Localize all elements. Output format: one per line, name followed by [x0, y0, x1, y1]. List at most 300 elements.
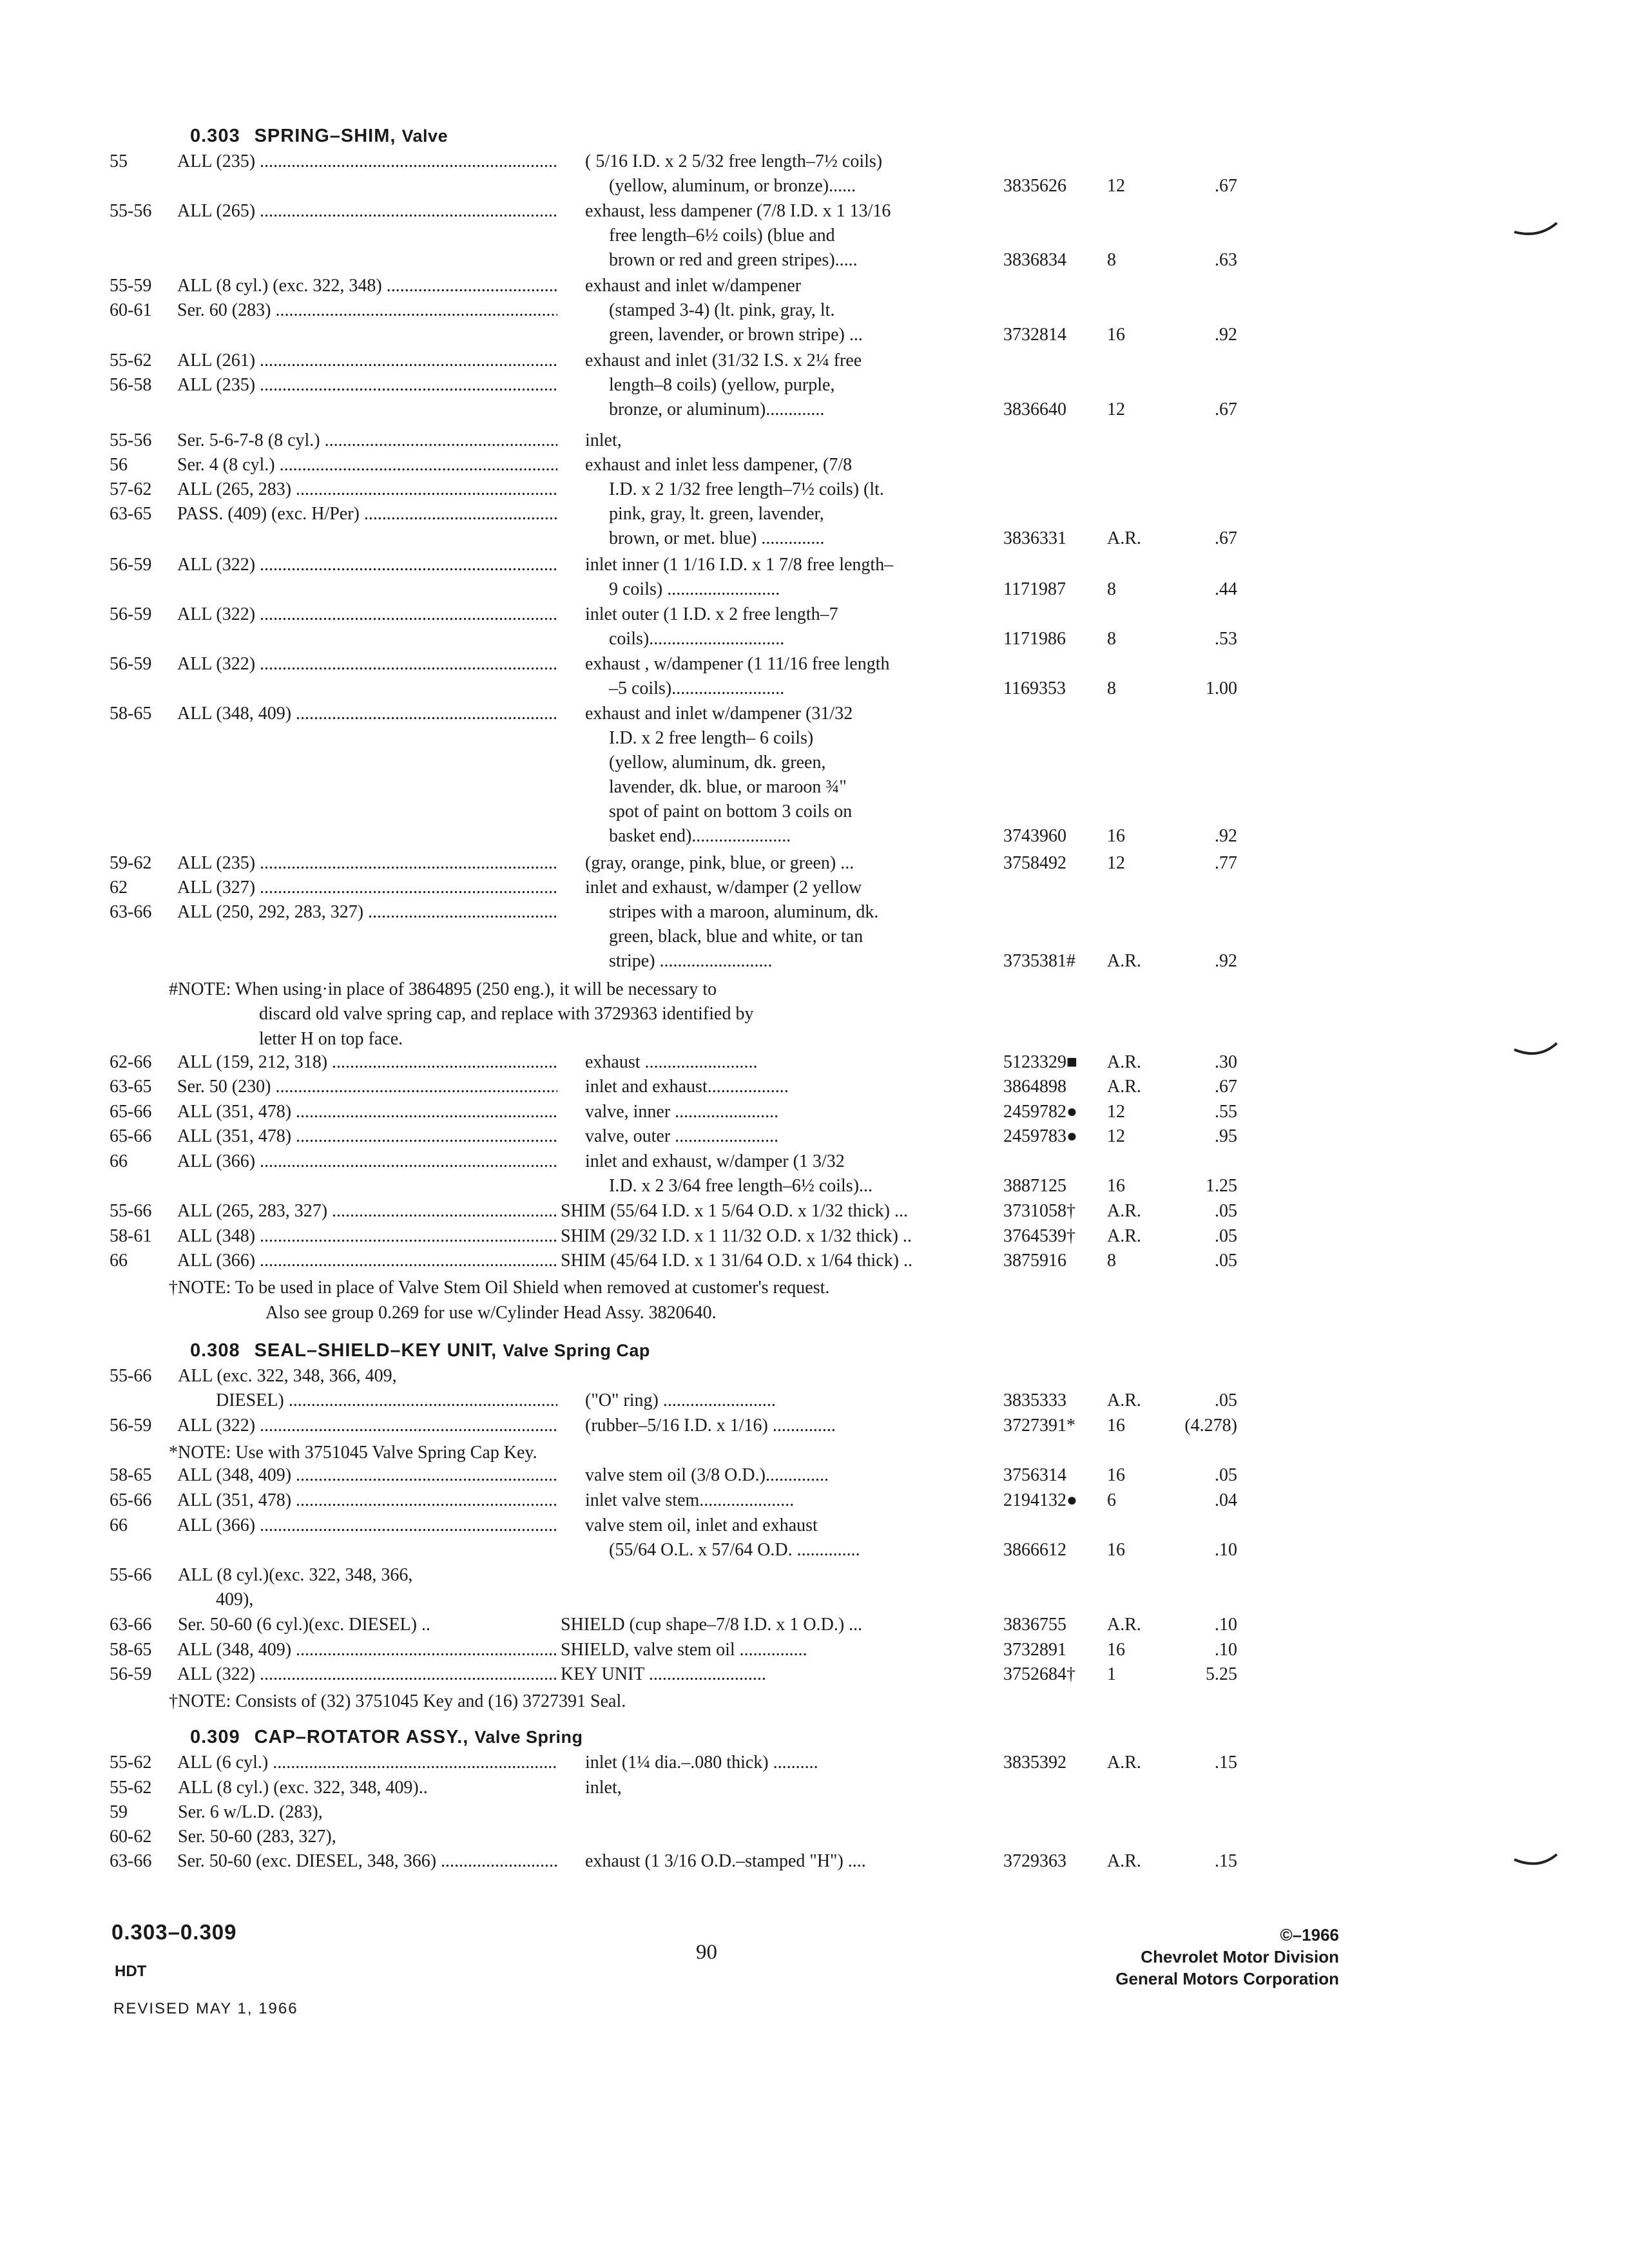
price: .30: [1215, 1052, 1237, 1072]
price: .67: [1215, 176, 1237, 196]
part-number: 3729363: [1003, 1850, 1066, 1871]
part-number: 3864898: [1003, 1077, 1066, 1097]
parts-entry: [0, 555, 1629, 604]
quantity: 8: [1107, 628, 1116, 649]
parts-line: [0, 1753, 1629, 1777]
parts-entry: [0, 1465, 1629, 1490]
part-description: inlet and exhaust, w/damper (1 3/32: [585, 1151, 845, 1171]
part-description: exhaust and inlet w/dampener (31/32: [585, 704, 853, 724]
corporation-name: General Motors Corporation: [1115, 1969, 1339, 1988]
model-years: 66: [110, 1251, 128, 1271]
application: Ser. 6 w/L.D. (283),: [178, 1802, 323, 1822]
footnote: discard old valve spring cap, and replace with 3729363 identified by: [259, 1004, 754, 1024]
model-years: 60-61: [110, 300, 152, 320]
footnote: Also see group 0.269 for use w/Cylinder Head Assy. 3820640.: [265, 1302, 717, 1323]
part-description: valve stem oil (3/8 O.D.)..............: [585, 1465, 829, 1486]
part-number: 3875916: [1003, 1251, 1066, 1271]
part-description: green, black, blue and white, or tan: [609, 927, 863, 947]
parts-entry: [0, 1416, 1629, 1440]
copyright-year: ©–1966: [1280, 1925, 1339, 1945]
model-years: 55-56: [110, 201, 152, 222]
quantity: 12: [1107, 176, 1125, 196]
application: ALL (265) .....: [177, 201, 557, 222]
parts-line: [0, 678, 1629, 703]
application: ALL (265, 283, 327) .....: [177, 1201, 557, 1222]
price: .95: [1215, 1126, 1237, 1147]
price: .05: [1215, 1390, 1237, 1410]
quantity: 16: [1107, 1176, 1125, 1196]
part-description: green, lavender, or brown stripe) ...: [609, 325, 863, 345]
application: ALL (322) .....: [177, 1664, 557, 1685]
price: .10: [1215, 1615, 1237, 1635]
group-subtitle: Valve: [401, 126, 448, 146]
part-description: brown, or met. blue) ..............: [609, 528, 825, 548]
application: ALL (322) .....: [177, 604, 557, 625]
model-years: 58-61: [110, 1225, 152, 1246]
application: Ser. 50-60 (exc. DIESEL, 348, 366) .....: [177, 1851, 557, 1872]
part-number: 3727391*: [1003, 1416, 1075, 1436]
parts-entry: [0, 1077, 1629, 1101]
model-years: 62: [110, 878, 128, 898]
parts-line: [0, 853, 1629, 878]
application: ALL (366) .....: [177, 1251, 557, 1271]
model-years: 66: [110, 1515, 128, 1535]
parts-entry: [0, 201, 1629, 274]
price: .92: [1215, 325, 1237, 345]
parts-line: [0, 1778, 1629, 1802]
quantity: A.R.: [1107, 1850, 1141, 1871]
model-years: 56-59: [110, 554, 152, 575]
parts-line: [0, 1052, 1629, 1077]
group-name: SEAL–SHIELD–KEY UNIT,: [254, 1340, 503, 1361]
part-description: SHIM (29/32 I.D. x 1 11/32 O.D. x 1/32 thick) ..: [561, 1225, 912, 1246]
model-years: 59: [110, 1802, 128, 1822]
parts-line: [0, 753, 1629, 777]
revised-date: REVISED MAY 1, 1966: [113, 2000, 298, 2017]
application: ALL (8 cyl.) (exc. 322, 348) .....: [177, 276, 557, 296]
application: ALL (351, 478) .....: [177, 1102, 557, 1122]
parts-line: [0, 951, 1629, 975]
application: Ser. 4 (8 cyl.) .....: [177, 455, 557, 476]
part-description: brown or red and green stripes).....: [609, 250, 858, 271]
quantity: 16: [1107, 1416, 1125, 1436]
price: .67: [1215, 399, 1237, 419]
parts-line: [0, 555, 1629, 579]
parts-line: [0, 704, 1629, 728]
part-description: exhaust .........................: [585, 1052, 758, 1072]
part-description: basket end)......................: [609, 826, 791, 847]
group-number: 0.309: [190, 1727, 240, 1747]
model-years: 56-58: [110, 374, 152, 395]
parts-line: [0, 325, 1629, 349]
application: ALL (348, 409) .....: [177, 704, 557, 724]
application: ALL (322) .....: [177, 654, 557, 675]
parts-entry: [0, 1565, 1629, 1614]
quantity: A.R.: [1107, 528, 1141, 548]
model-years: 55-59: [110, 276, 152, 296]
application: Ser. 5-6-7-8 (8 cyl.) .....: [177, 430, 557, 451]
part-description: exhaust and inlet w/dampener: [585, 276, 802, 296]
parts-line: [0, 1615, 1629, 1639]
model-years: 63-65: [110, 503, 152, 524]
part-number: 3836640: [1003, 399, 1066, 419]
quantity: A.R.: [1107, 1052, 1141, 1072]
part-number: 5123329■: [1003, 1052, 1077, 1072]
group-subtitle: Valve Spring Cap: [503, 1341, 650, 1360]
application: ALL (235) .....: [177, 151, 557, 172]
footnote: letter H on top face.: [259, 1029, 403, 1049]
price: .05: [1215, 1251, 1237, 1271]
price: .05: [1215, 1201, 1237, 1222]
application: ALL (6 cyl.) .....: [177, 1753, 557, 1773]
parts-entry: [0, 1490, 1629, 1515]
page-number: 90: [696, 1941, 717, 1964]
parts-line: [0, 1640, 1629, 1664]
parts-entry: [0, 1615, 1629, 1639]
quantity: A.R.: [1107, 1615, 1141, 1635]
application: ALL (exc. 322, 348, 366, 409,: [178, 1366, 397, 1386]
part-number: 3758492: [1003, 852, 1066, 873]
parts-line: [0, 1590, 1629, 1614]
parts-line: [0, 1540, 1629, 1564]
part-number: 3732891: [1003, 1639, 1066, 1660]
quantity: 1: [1107, 1664, 1116, 1685]
parts-entry: [0, 1126, 1629, 1151]
parts-line: [0, 927, 1629, 951]
part-number: 3731058†: [1003, 1201, 1075, 1222]
part-number: 3756314: [1003, 1465, 1066, 1486]
quantity: 8: [1107, 250, 1116, 271]
part-description: SHIM (55/64 I.D. x 1 5/64 O.D. x 1/32 thick) ...: [561, 1201, 908, 1222]
parts-line: [0, 629, 1629, 653]
parts-line: [0, 1416, 1629, 1440]
part-number: 2459782●: [1003, 1101, 1077, 1122]
application: Ser. 50-60 (283, 327),: [178, 1826, 336, 1847]
application: ALL (348, 409) .....: [177, 1640, 557, 1660]
model-years: 60-62: [110, 1826, 152, 1847]
price: .05: [1215, 1465, 1237, 1486]
part-description: lavender, dk. blue, or maroon ¾": [609, 777, 847, 798]
part-number: 3752684†: [1003, 1664, 1075, 1685]
application-continued: 409),: [216, 1589, 254, 1610]
part-description: –5 coils).........................: [609, 678, 785, 698]
model-years: 63-66: [110, 902, 152, 923]
group-subtitle: Valve Spring: [474, 1727, 583, 1747]
model-years: 55-66: [110, 1201, 152, 1222]
binder-mark-icon: [1513, 1041, 1558, 1059]
parts-line: [0, 1802, 1629, 1827]
parts-entry: [0, 151, 1629, 200]
quantity: A.R.: [1107, 951, 1141, 972]
price: 1.00: [1206, 678, 1237, 698]
parts-line: [0, 351, 1629, 375]
parts-entry: [0, 1515, 1629, 1564]
model-years: 65-66: [110, 1126, 152, 1147]
application: Ser. 50 (230) .....: [177, 1077, 557, 1097]
part-description: 9 coils) .........................: [609, 579, 780, 599]
price: .55: [1215, 1101, 1237, 1122]
part-number: 2194132●: [1003, 1490, 1077, 1510]
part-number: 3836834: [1003, 250, 1066, 271]
part-description: inlet (1¼ dia.–.080 thick) ..........: [585, 1753, 818, 1773]
parts-line: [0, 1390, 1629, 1415]
model-years: 55-62: [110, 350, 152, 370]
part-description: (rubber–5/16 I.D. x 1/16) ..............: [585, 1416, 836, 1436]
part-number: 3887125: [1003, 1176, 1066, 1196]
part-description: bronze, or aluminum).............: [609, 399, 825, 419]
part-description: exhaust (1 3/16 O.D.–stamped "H") ....: [585, 1850, 866, 1871]
model-years: 63-66: [110, 1850, 152, 1871]
application: ALL (348, 409) .....: [177, 1465, 557, 1486]
footnote: #NOTE: When using·in place of 3864895 (250 eng.), it will be necessary to: [169, 979, 717, 999]
part-description: stripes with a maroon, aluminum, dk.: [609, 902, 879, 923]
part-description: valve, inner .......................: [585, 1101, 779, 1122]
part-number: 1171987: [1003, 579, 1066, 599]
model-years: 55-66: [110, 1564, 152, 1585]
parts-line: [0, 777, 1629, 802]
copyright-block: [1115, 1924, 1339, 1990]
part-description: I.D. x 2 free length– 6 coils): [609, 728, 814, 749]
group-title: [190, 126, 448, 147]
part-description: stripe) .........................: [609, 951, 773, 972]
part-description: inlet outer (1 I.D. x 2 free length–7: [585, 604, 838, 624]
quantity: 16: [1107, 1539, 1125, 1560]
model-years: 59-62: [110, 852, 152, 873]
part-number: 3836331: [1003, 528, 1066, 548]
model-years: 56-59: [110, 604, 152, 624]
quantity: A.R.: [1107, 1753, 1141, 1773]
application: ALL (265, 283) .....: [177, 479, 557, 500]
parts-line: [0, 604, 1629, 629]
application: ALL (159, 212, 318) .....: [177, 1052, 557, 1073]
division-name: Chevrolet Motor Division: [1141, 1947, 1339, 1966]
model-years: 58-65: [110, 1465, 152, 1486]
parts-line: [0, 1077, 1629, 1101]
part-description: valve, outer .......................: [585, 1126, 779, 1147]
application: ALL (250, 292, 283, 327) .....: [177, 902, 557, 923]
price: .53: [1215, 628, 1237, 649]
quantity: 16: [1107, 1465, 1125, 1486]
parts-line: [0, 1490, 1629, 1515]
application: ALL (322) .....: [177, 555, 557, 575]
parts-entry: [0, 704, 1629, 850]
group-range: 0.303–0.309: [111, 1920, 237, 1944]
application: ALL (235) .....: [177, 853, 557, 874]
parts-entry: [0, 1102, 1629, 1126]
parts-entry: [0, 1226, 1629, 1251]
part-description: pink, gray, lt. green, lavender,: [609, 503, 824, 524]
part-description: ( 5/16 I.D. x 2 5/32 free length–7½ coils): [585, 151, 883, 171]
parts-line: [0, 1664, 1629, 1689]
hdt-label: HDT: [115, 1963, 147, 1980]
part-description: free length–6½ coils) (blue and: [609, 226, 835, 246]
part-number: 3735381#: [1003, 951, 1075, 972]
parts-line: [0, 1851, 1629, 1876]
application: ALL (327) .....: [177, 878, 557, 898]
price: .63: [1215, 250, 1237, 271]
part-description: coils)..............................: [609, 628, 785, 649]
parts-line: [0, 902, 1629, 927]
part-number: 3866612: [1003, 1539, 1066, 1560]
parts-line: [0, 1827, 1629, 1851]
part-description: I.D. x 2 1/32 free length–7½ coils) (lt.: [609, 479, 884, 499]
quantity: A.R.: [1107, 1390, 1141, 1410]
binder-mark-icon: [1513, 219, 1558, 237]
part-description: exhaust and inlet less dampener, (7/8: [585, 454, 853, 475]
parts-line: [0, 455, 1629, 479]
parts-entry: [0, 1640, 1629, 1664]
part-number: 1171986: [1003, 628, 1066, 649]
model-years: 63-66: [110, 1615, 152, 1635]
parts-line: [0, 176, 1629, 200]
parts-line: [0, 1176, 1629, 1200]
part-description: inlet valve stem.....................: [585, 1490, 795, 1510]
price: 1.25: [1206, 1176, 1237, 1196]
parts-entry: [0, 1366, 1629, 1415]
parts-line: [0, 1102, 1629, 1126]
quantity: 8: [1107, 579, 1116, 599]
parts-entry: [0, 604, 1629, 653]
application: ALL (322) .....: [177, 1416, 557, 1436]
parts-line: [0, 1151, 1629, 1176]
part-description: (yellow, aluminum, or bronze)......: [609, 176, 856, 196]
model-years: 56-59: [110, 1416, 152, 1436]
parts-entry: [0, 654, 1629, 703]
part-description: inlet inner (1 1/16 I.D. x 1 7/8 free length–: [585, 554, 894, 575]
parts-line: [0, 654, 1629, 678]
group-title: [190, 1727, 583, 1748]
quantity: 8: [1107, 1251, 1116, 1271]
part-description: exhaust, less dampener (7/8 I.D. x 1 13/16: [585, 201, 891, 222]
parts-line: [0, 201, 1629, 226]
model-years: 55-62: [110, 1777, 152, 1798]
model-years: 57-62: [110, 479, 152, 499]
model-years: 58-65: [110, 1639, 152, 1660]
binder-mark-icon: [1513, 1850, 1558, 1869]
part-description: SHIELD (cup shape–7/8 I.D. x 1 O.D.) ...: [561, 1615, 863, 1635]
parts-entry: [0, 276, 1629, 349]
parts-line: [0, 226, 1629, 250]
price: .05: [1215, 1225, 1237, 1246]
parts-entry: [0, 1201, 1629, 1225]
footnote: †NOTE: Consists of (32) 3751045 Key and (16) 3727391 Seal.: [169, 1691, 626, 1711]
parts-entry: [0, 351, 1629, 424]
application-continued: DIESEL) .....: [216, 1390, 557, 1411]
parts-line: [0, 1201, 1629, 1225]
parts-entry: [0, 1052, 1629, 1077]
parts-line: [0, 276, 1629, 300]
price: .15: [1215, 1850, 1237, 1871]
parts-line: [0, 250, 1629, 274]
parts-entry: [0, 1251, 1629, 1275]
part-number: 3835333: [1003, 1390, 1066, 1410]
model-years: 55-56: [110, 430, 152, 450]
model-years: 55: [110, 151, 128, 171]
parts-line: [0, 430, 1629, 455]
part-description: inlet and exhaust, w/damper (2 yellow: [585, 878, 862, 898]
parts-line: [0, 479, 1629, 504]
footnote: *NOTE: Use with 3751045 Valve Spring Cap Key.: [169, 1442, 537, 1463]
parts-line: [0, 579, 1629, 604]
parts-entry: [0, 878, 1629, 975]
parts-line: [0, 1226, 1629, 1251]
group-title: [190, 1340, 650, 1361]
application: Ser. 50-60 (6 cyl.)(exc. DIESEL) ..: [178, 1615, 430, 1635]
parts-line: [0, 878, 1629, 902]
parts-line: [0, 1366, 1629, 1390]
price: .67: [1215, 1077, 1237, 1097]
part-number: 3835392: [1003, 1753, 1066, 1773]
part-description: KEY UNIT ..........................: [561, 1664, 766, 1685]
part-description: inlet,: [585, 430, 622, 450]
part-description: SHIELD, valve stem oil ...............: [561, 1639, 807, 1660]
price: .10: [1215, 1639, 1237, 1660]
price: .44: [1215, 579, 1237, 599]
parts-line: [0, 528, 1629, 553]
quantity: A.R.: [1107, 1225, 1141, 1246]
application: ALL (8 cyl.) (exc. 322, 348, 409)..: [178, 1777, 428, 1798]
price: .15: [1215, 1753, 1237, 1773]
part-number: 3835626: [1003, 176, 1066, 196]
quantity: 16: [1107, 325, 1125, 345]
quantity: 16: [1107, 1639, 1125, 1660]
part-number: 3743960: [1003, 826, 1066, 847]
quantity: 6: [1107, 1490, 1116, 1510]
parts-entry: [0, 1778, 1629, 1876]
quantity: 12: [1107, 399, 1125, 419]
model-years: 56: [110, 454, 128, 475]
price: .10: [1215, 1539, 1237, 1560]
quantity: 8: [1107, 678, 1116, 698]
model-years: 56-59: [110, 1664, 152, 1685]
model-years: 55-62: [110, 1753, 152, 1773]
part-description: (yellow, aluminum, dk. green,: [609, 753, 826, 773]
part-description: inlet and exhaust..................: [585, 1077, 789, 1097]
model-years: 63-65: [110, 1077, 152, 1097]
part-description: exhaust and inlet (31/32 I.S. x 2¼ free: [585, 350, 862, 370]
application: ALL (366) .....: [177, 1151, 557, 1172]
part-description: (gray, orange, pink, blue, or green) ...: [585, 852, 854, 873]
parts-line: [0, 1126, 1629, 1151]
parts-line: [0, 826, 1629, 850]
part-number: 3732814: [1003, 325, 1066, 345]
parts-line: [0, 802, 1629, 826]
parts-line: [0, 1465, 1629, 1490]
quantity: A.R.: [1107, 1077, 1141, 1097]
application: Ser. 60 (283) .....: [177, 300, 557, 321]
quantity: 12: [1107, 852, 1125, 873]
model-years: 65-66: [110, 1490, 152, 1510]
part-description: I.D. x 2 3/64 free length–6½ coils)...: [609, 1176, 873, 1196]
footnote: †NOTE: To be used in place of Valve Stem Oil Shield when removed at customer's request.: [169, 1278, 830, 1298]
quantity: A.R.: [1107, 1201, 1141, 1222]
parts-entry: [0, 1753, 1629, 1777]
parts-line: [0, 151, 1629, 176]
model-years: 56-59: [110, 654, 152, 674]
quantity: 12: [1107, 1126, 1125, 1147]
application: ALL (366) .....: [177, 1515, 557, 1536]
parts-entry: [0, 430, 1629, 553]
price: (4.278): [1184, 1416, 1237, 1436]
model-years: 66: [110, 1151, 128, 1171]
price: .92: [1215, 951, 1237, 972]
price: .77: [1215, 852, 1237, 873]
application: ALL (261) .....: [177, 351, 557, 371]
price: 5.25: [1206, 1664, 1237, 1685]
parts-entry: [0, 853, 1629, 878]
part-description: (stamped 3-4) (lt. pink, gray, lt.: [609, 300, 835, 320]
parts-line: [0, 1251, 1629, 1275]
